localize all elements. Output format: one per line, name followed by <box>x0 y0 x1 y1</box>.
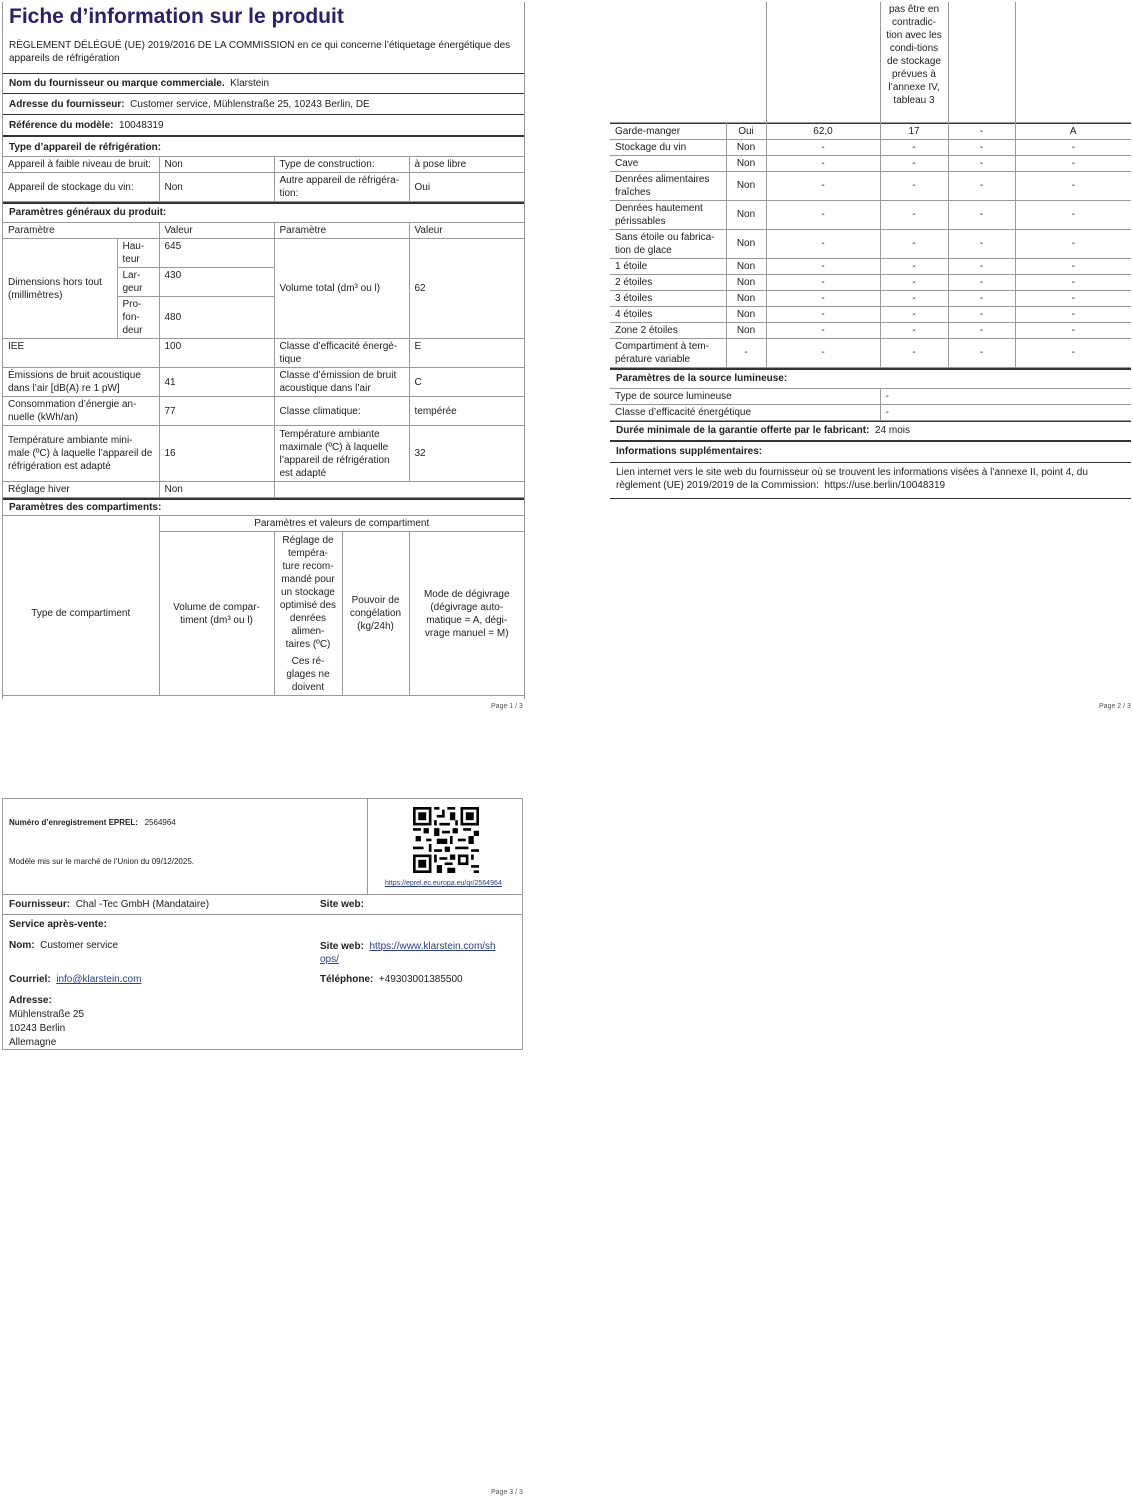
eclass-label: Classe d’efficacité énergé-tique <box>274 339 409 368</box>
table-row <box>610 258 1131 274</box>
cell-name: Denrées hautement périssables <box>610 200 726 229</box>
tmin-value: 16 <box>159 426 274 482</box>
warranty-row <box>610 421 1131 440</box>
contact-address-line1: Mühlenstraße 25 <box>9 1009 85 1020</box>
tmin-label: Température ambiante mini-male (ºC) à laquelle l’appareil de réfrigération est adapté <box>3 426 159 482</box>
table-row <box>610 338 1131 367</box>
cell-present: - <box>726 338 766 367</box>
model-value: 10048319 <box>119 120 164 131</box>
contact-address-label: Adresse: <box>9 995 52 1006</box>
comp-freeze: Pouvoir de congélation (kg/24h) <box>342 532 409 696</box>
contact-site-label: Site web: <box>320 941 364 952</box>
cell-volume: - <box>766 139 880 155</box>
noise-class-label: Classe d’émission de bruit acoustique dans l’air <box>274 368 409 397</box>
contact-name-value: Customer service <box>40 940 118 951</box>
light-class-value: - <box>880 404 1131 420</box>
construction-value: à pose libre <box>409 157 524 173</box>
p3-supplier-value: Chal -Tec GmbH (Mandataire) <box>75 899 210 910</box>
cell-defrost: - <box>1015 200 1131 229</box>
page-number-2: Page 2 / 3 <box>1099 703 1131 710</box>
cell-temp: - <box>880 338 948 367</box>
winter-empty <box>274 482 524 498</box>
service-block <box>3 914 522 1048</box>
comp-heading-text: Paramètres des compartiments: <box>9 502 162 513</box>
cell-name: 2 étoiles <box>610 274 726 290</box>
cont-blank-1 <box>610 2 766 122</box>
cell-name: Compartiment à tem-pérature variable <box>610 338 726 367</box>
cell-volume: - <box>766 155 880 171</box>
cell-freeze: - <box>948 171 1015 200</box>
other-value: Oui <box>409 173 524 202</box>
p3-site-label: Site web: <box>320 899 364 910</box>
warranty-label: Durée minimale de la garantie offerte par le fabricant: <box>616 424 870 436</box>
cell-temp: - <box>880 139 948 155</box>
dims-label: Dimensions hors tout (millimètres) <box>3 239 117 339</box>
table-row <box>610 155 1131 171</box>
winter-value: Non <box>159 482 274 498</box>
wine-value: Non <box>159 173 274 202</box>
comp-continuation-table <box>610 2 1131 123</box>
supplier-value: Klarstein <box>230 78 270 89</box>
cell-temp: 17 <box>880 123 948 139</box>
col-param-2: Paramètre <box>274 223 409 239</box>
contact-address-line2: 10243 Berlin <box>9 1023 66 1034</box>
winter-label: Réglage hiver <box>3 482 159 498</box>
cell-freeze: - <box>948 258 1015 274</box>
address-label: Adresse du fournisseur: <box>9 99 125 110</box>
cell-temp: - <box>880 322 948 338</box>
model-label: Référence du modèle: <box>9 120 114 131</box>
cell-volume: - <box>766 171 880 200</box>
cell-present: Non <box>726 171 766 200</box>
tmax-value: 32 <box>409 426 524 482</box>
cell-name: Zone 2 étoiles <box>610 322 726 338</box>
cell-volume: - <box>766 274 880 290</box>
climate-value: tempérée <box>409 397 524 426</box>
cell-temp: - <box>880 274 948 290</box>
cell-volume: - <box>766 338 880 367</box>
type-table <box>3 156 524 202</box>
cell-defrost: - <box>1015 274 1131 290</box>
table-row <box>610 229 1131 258</box>
cell-freeze: - <box>948 322 1015 338</box>
comp-heading <box>3 498 524 515</box>
cell-name: 3 étoiles <box>610 290 726 306</box>
cell-freeze: - <box>948 338 1015 367</box>
general-heading-text: Paramètres généraux du produit: <box>9 207 167 218</box>
cell-freeze: - <box>948 123 1015 139</box>
page-2 <box>610 2 1131 494</box>
cell-temp: - <box>880 171 948 200</box>
cell-volume: - <box>766 229 880 258</box>
p3-supplier-label: Fournisseur: <box>9 899 71 910</box>
cell-present: Non <box>726 274 766 290</box>
info-heading-text: Informations supplémentaires: <box>616 445 763 457</box>
cell-present: Non <box>726 139 766 155</box>
cell-defrost: - <box>1015 139 1131 155</box>
depth-label: Pro-fon-deur <box>117 297 159 339</box>
cell-defrost: A <box>1015 123 1131 139</box>
qr-code-icon <box>413 807 479 873</box>
comp-temp-cell <box>274 532 342 696</box>
contact-address <box>9 994 84 1050</box>
qr-url-link[interactable]: https://eprel.ec.europa.eu/qr/2564964 <box>385 880 502 887</box>
table-row <box>610 274 1131 290</box>
warranty-value: 24 mois <box>874 424 910 436</box>
contact-address-line3: Allemagne <box>9 1037 57 1048</box>
cell-defrost: - <box>1015 258 1131 274</box>
iee-value: 100 <box>159 339 274 368</box>
comp-temp-continuation: pas être en contradic-tion avec les condi-tions de stockage prévues à l’annexe IV, tableau 3 <box>880 2 948 122</box>
supplier-row <box>3 73 524 93</box>
contact-mail-label: Courriel: <box>9 974 51 985</box>
cell-name: Cave <box>610 155 726 171</box>
cell-defrost: - <box>1015 322 1131 338</box>
cont-blank-4 <box>1015 2 1131 122</box>
comp-temp-note: Ces ré-glages ne doivent <box>286 656 330 693</box>
depth-value: 480 <box>159 297 274 339</box>
model-row <box>3 114 524 135</box>
page-1 <box>2 2 525 699</box>
eprel-row <box>9 818 176 827</box>
page-number-3: Page 3 / 3 <box>491 1489 523 1496</box>
table-row <box>610 290 1131 306</box>
cell-present: Non <box>726 258 766 274</box>
cell-present: Non <box>726 229 766 258</box>
address-row <box>3 93 524 114</box>
type-heading <box>3 135 524 156</box>
cell-temp: - <box>880 155 948 171</box>
cell-volume: - <box>766 290 880 306</box>
col-param: Paramètre <box>3 223 159 239</box>
eprel-value: 2564964 <box>144 818 176 827</box>
table-row <box>610 322 1131 338</box>
cell-temp: - <box>880 258 948 274</box>
height-label: Hau-teur <box>117 239 159 268</box>
info-url[interactable]: https://use.berlin/10048319 <box>824 479 946 491</box>
contact-phone-value: +49303001385500 <box>378 974 463 985</box>
compartment-table <box>610 123 1131 368</box>
contact-site-link-b[interactable]: ops/ <box>320 954 339 965</box>
address-value: Customer service, Mühlenstraße 25, 10243 Berlin, DE <box>130 99 370 110</box>
light-type-label: Type de source lumineuse <box>610 388 880 404</box>
regulation-text: RÈGLEMENT DÉLÉGUÉ (UE) 2019/2016 DE LA COMMISSION en ce qui concerne l’étiquetage énergétique des appareils de réfrigération <box>9 40 511 64</box>
light-type-value: - <box>880 388 1131 404</box>
page-number: Page 1 / 3 <box>491 703 523 710</box>
cell-temp: - <box>880 200 948 229</box>
info-block <box>610 462 1131 499</box>
tmax-label: Température ambiante maximale (ºC) à laquelle l’appareil de réfrigération est adapté <box>274 426 409 482</box>
cell-present: Non <box>726 290 766 306</box>
cell-name: 1 étoile <box>610 258 726 274</box>
eprel-block <box>3 799 368 894</box>
info-text: Lien internet vers le site web du fournisseur où se trouvent les informations visées à l’annexe II, point 4, du règlement (UE) 2019/2019 de la Commission: <box>616 466 1088 491</box>
low-noise-value: Non <box>159 157 274 173</box>
cell-present: Oui <box>726 123 766 139</box>
cell-name: Sans étoile ou fabrica-tion de glace <box>610 229 726 258</box>
iee-label: IEE <box>3 339 159 368</box>
climate-label: Classe climatique: <box>274 397 409 426</box>
cell-freeze: - <box>948 290 1015 306</box>
width-value: 430 <box>159 268 274 297</box>
comp-blank <box>3 516 159 532</box>
cell-freeze: - <box>948 274 1015 290</box>
eclass-value: E <box>409 339 524 368</box>
cont-blank-3 <box>948 2 1015 122</box>
volume-value: 62 <box>409 239 524 339</box>
col-value-2: Valeur <box>409 223 524 239</box>
contact-mail-link[interactable]: info@klarstein.com <box>56 974 142 985</box>
cell-defrost: - <box>1015 290 1131 306</box>
contact-name-label: Nom: <box>9 940 35 951</box>
cell-defrost: - <box>1015 338 1131 367</box>
cell-volume: - <box>766 322 880 338</box>
supplier-bar <box>3 894 522 915</box>
page-3 <box>2 798 523 1050</box>
service-label: Service après-vente: <box>9 919 107 930</box>
cell-volume: 62,0 <box>766 123 880 139</box>
construction-label: Type de construction: <box>274 157 409 173</box>
cell-name: Garde-manger <box>610 123 726 139</box>
info-heading <box>610 440 1131 462</box>
cell-freeze: - <box>948 229 1015 258</box>
cell-freeze: - <box>948 306 1015 322</box>
cell-name: Denrées alimentaires fraîches <box>610 171 726 200</box>
low-noise-label: Appareil à faible niveau de bruit: <box>3 157 159 173</box>
contact-phone-label: Téléphone: <box>320 974 374 985</box>
light-heading <box>610 368 1131 388</box>
volume-label: Volume total (dm³ ou l) <box>274 239 409 339</box>
noise-value: 41 <box>159 368 274 397</box>
energy-label: Consommation d’énergie an-nuelle (kWh/an) <box>3 397 159 426</box>
comp-group: Paramètres et valeurs de compartiment <box>159 516 524 532</box>
contact-name <box>9 940 118 951</box>
contact-mail <box>9 974 141 985</box>
cell-present: Non <box>726 306 766 322</box>
cell-temp: - <box>880 290 948 306</box>
noise-class-value: C <box>409 368 524 397</box>
cell-name: 4 étoiles <box>610 306 726 322</box>
cell-volume: - <box>766 306 880 322</box>
cell-defrost: - <box>1015 155 1131 171</box>
contact-site-link-a[interactable]: https://www.klarstein.com/sh <box>369 941 496 952</box>
comp-type: Type de compartiment <box>3 532 159 696</box>
width-label: Lar-geur <box>117 268 159 297</box>
cell-present: Non <box>726 200 766 229</box>
cell-defrost: - <box>1015 306 1131 322</box>
table-row <box>610 139 1131 155</box>
cell-defrost: - <box>1015 229 1131 258</box>
table-row <box>610 200 1131 229</box>
cell-temp: - <box>880 229 948 258</box>
light-heading-text: Paramètres de la source lumineuse: <box>616 372 788 384</box>
contact-site <box>320 940 520 966</box>
wine-label: Appareil de stockage du vin: <box>3 173 159 202</box>
market-text: Modèle mis sur le marché de l’Union du 09/12/2025. <box>9 857 194 866</box>
table-row <box>610 123 1131 139</box>
light-class-label: Classe d’efficacité énergétique <box>610 404 880 420</box>
page-title: Fiche d’information sur le produit <box>9 5 344 28</box>
comp-defrost: Mode de dégivrage (dégivrage auto-matique = A, dégi-vrage manuel = M) <box>409 532 524 696</box>
table-row <box>610 306 1131 322</box>
noise-label: Émissions de bruit acoustique dans l’air [dB(A) re 1 pW] <box>3 368 159 397</box>
cell-present: Non <box>726 322 766 338</box>
cell-freeze: - <box>948 155 1015 171</box>
table-row <box>610 171 1131 200</box>
cell-freeze: - <box>948 139 1015 155</box>
supplier-label: Nom du fournisseur ou marque commerciale. <box>9 78 225 89</box>
contact-phone <box>320 974 463 985</box>
cell-defrost: - <box>1015 171 1131 200</box>
comp-temp: Réglage de tempéra-ture recom-mandé pour un stockage optimisé des denrées alimen-taires (ºC) <box>279 535 337 650</box>
cell-present: Non <box>726 155 766 171</box>
general-table <box>3 222 524 498</box>
cont-blank-2 <box>766 2 880 122</box>
comp-header-table <box>3 515 524 696</box>
cell-freeze: - <box>948 200 1015 229</box>
energy-value: 77 <box>159 397 274 426</box>
cell-temp: - <box>880 306 948 322</box>
cell-volume: - <box>766 258 880 274</box>
light-table <box>610 388 1131 421</box>
p3-supplier <box>9 899 209 910</box>
cell-volume: - <box>766 200 880 229</box>
cell-name: Stockage du vin <box>610 139 726 155</box>
type-heading-text: Type d’appareil de réfrigération: <box>9 142 162 153</box>
height-value: 645 <box>159 239 274 268</box>
other-label: Autre appareil de réfrigéra-tion: <box>274 173 409 202</box>
eprel-label: Numéro d’enregistrement EPREL: <box>9 818 138 827</box>
general-heading <box>3 202 524 222</box>
col-value: Valeur <box>159 223 274 239</box>
comp-volume: Volume de compar-timent (dm³ ou l) <box>159 532 274 696</box>
